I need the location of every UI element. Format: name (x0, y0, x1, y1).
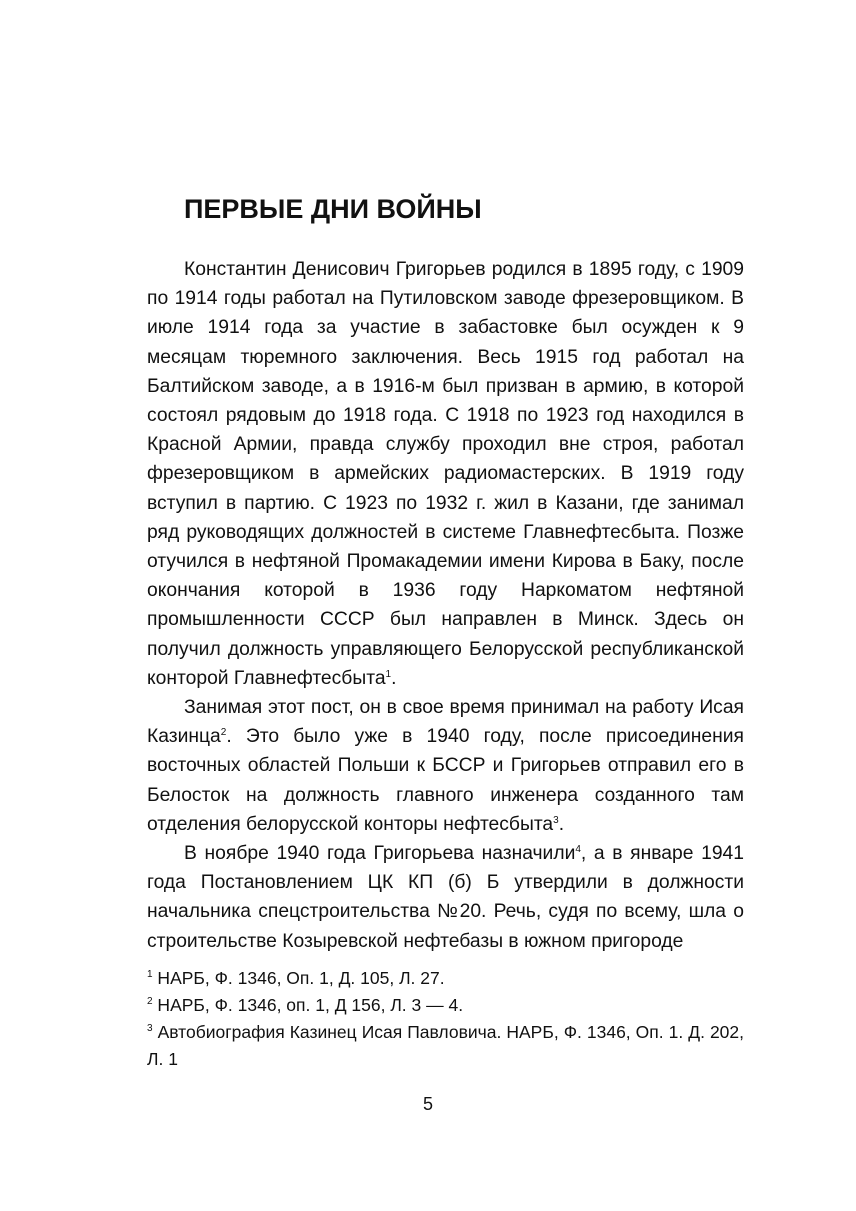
footnote-text: Автобиография Казинец Исая Павловича. НАРБ, Ф. 1346, Оп. 1. Д. 202, Л. 1 (147, 1022, 744, 1069)
footnote (147, 965, 744, 992)
footnote-ref: 1 (385, 668, 392, 680)
footnote (147, 1019, 744, 1073)
footnote-ref: 2 (220, 727, 227, 739)
footnote-mark: 3 (147, 1023, 153, 1034)
text-segment: . (391, 667, 397, 689)
paragraph (147, 693, 744, 839)
footnotes (147, 965, 744, 1073)
text-segment: . Это было уже в 1940 году, после присоединения восточных областей Польши к БССР и Григорьев отправил его в Белосток на должность главного инженера созданного там отделения белорусской конторы нефтесбыта (147, 726, 744, 835)
text-segment: . (558, 813, 565, 835)
footnote-text: НАРБ, Ф. 1346, оп. 1, Д 156, Л. 3 — 4. (152, 995, 464, 1015)
footnote-mark: 1 (147, 969, 153, 980)
text-segment: В ноябре 1940 года Григорьева назначили (184, 843, 576, 865)
footnote-mark: 2 (147, 996, 153, 1007)
main-text (147, 255, 744, 956)
paragraph (147, 255, 744, 693)
footnote (147, 992, 744, 1019)
text-segment: Константин Денисович Григорьев родился в 1895 году, с 1909 по 1914 годы работал на Путиловском заводе фрезеровщиком. В июле 1914 года за участие в забастовке был осужден к 9 месяцам тюремного заключения. Весь 1915 год работал на Балтийском заводе, а в 1916-м был призван в армию, в которой состоял рядовым до 1918 года. С 1918 по 1923 год находился в Красной Армии, правда службу проходил вне строя, работал фрезеровщиком в армейских радиомастерских. В 1919 году вступил в партию. С 1923 по 1932 г. жил в Казани, где занимал ряд руководящих должностей в системе Главнефтесбыта. Позже отучился в нефтяной Промакадемии имени Кирова в Баку, после окончания которой в 1936 году Наркоматом нефтяной промышленности СССР был направлен в Минск. Здесь он получил должность управляющего Белорусской республиканской конторой Главнефтесбыта (147, 259, 744, 689)
page-number: 5 (422, 1094, 433, 1114)
paragraph (147, 839, 744, 956)
footnote-ref: 3 (553, 814, 559, 826)
chapter-title: ПЕРВЫЕ ДНИ ВОЙНЫ (184, 194, 482, 224)
footnote-text: НАРБ, Ф. 1346, Оп. 1, Д. 105, Л. 27. (152, 968, 445, 988)
footnote-ref: 4 (575, 844, 581, 856)
text-segment: , а в январе 1941 года Постановлением ЦК КП (б) Б утвердили в должности начальника спецстроительства №20. Речь, судя по всему, шла о строительстве Козыревской нефтебазы в южном пригороде (147, 843, 744, 952)
text-segment: Занимая этот пост, он в свое время принимал на работу Исая Казинца (147, 697, 744, 748)
